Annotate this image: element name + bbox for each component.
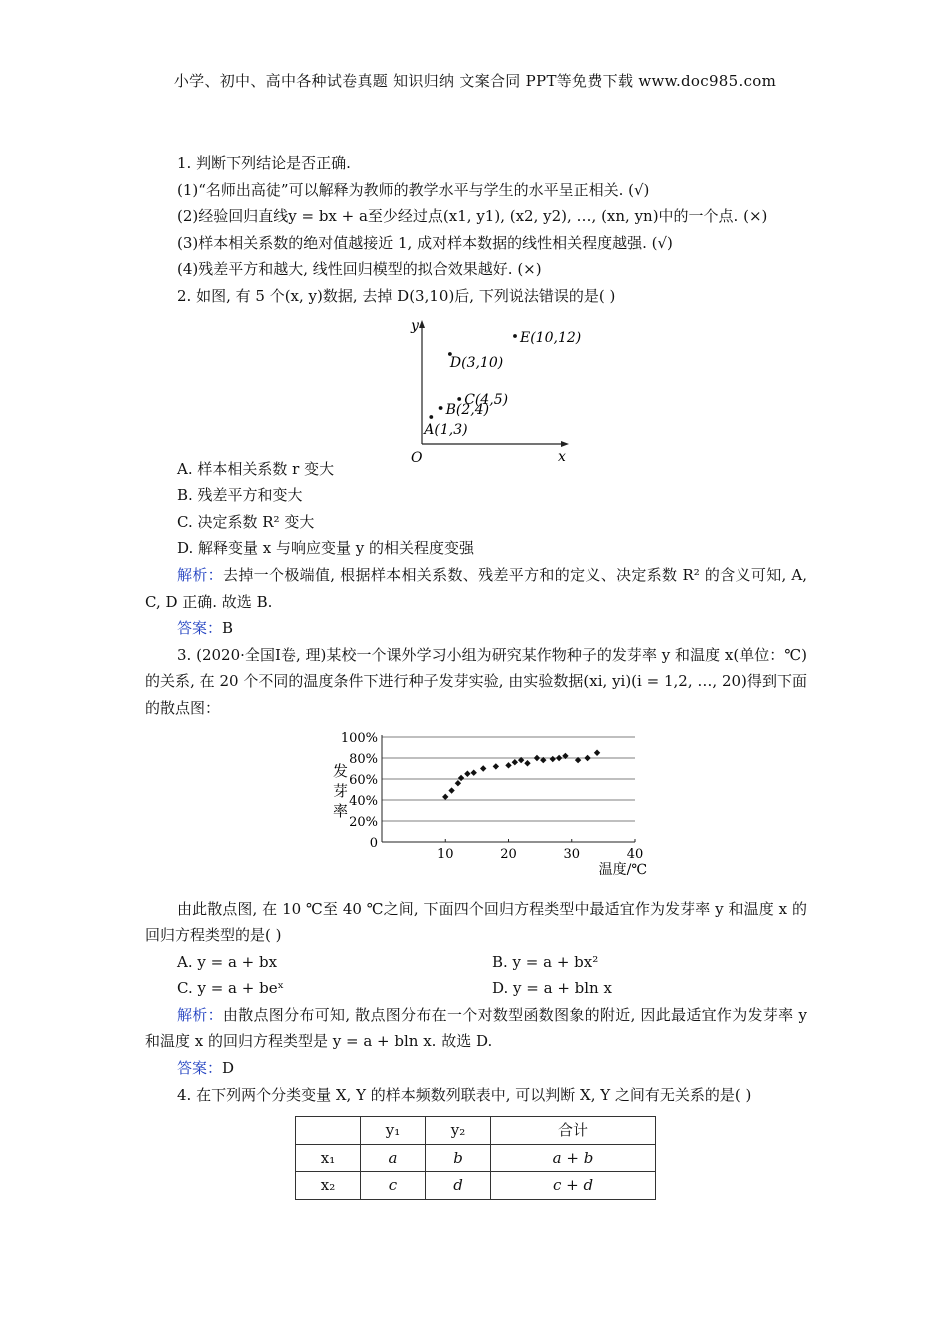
q3-analysis-label: 解析： (177, 1005, 223, 1024)
table-cell: c (361, 1172, 426, 1200)
scatter-point (594, 749, 600, 755)
scatter-point (480, 765, 486, 771)
q3-stem: 3. (2020·全国Ⅰ卷, 理)某校一个课外学习小组为研究某作物种子的发芽率 y 和温度 x(单位：℃)的关系, 在 20 个不同的温度条件下进行种子发芽实验, 由实验数据(xi, yi)(i = 1,2, …, 20)得到下面的散点图： (145, 645, 807, 717)
q1-item-4: (4)残差平方和越大, 线性回归模型的拟合效果越好. (×) (177, 260, 542, 279)
scatter-point (556, 754, 562, 760)
scatter-point (455, 780, 461, 786)
table-cell: c + d (491, 1172, 656, 1200)
scatter-point (457, 397, 461, 401)
table-cell: b (426, 1144, 491, 1172)
q4-stem: 4. 在下列两个分类变量 X, Y 的样本频数列联表中, 可以判断 X, Y 之间有无关系的是( ) (177, 1085, 752, 1104)
origin-label: O (411, 449, 423, 466)
q3-figure (145, 728, 807, 890)
q2-option-d: D. 解释变量 x 与响应变量 y 的相关程度变强 (177, 539, 475, 558)
x-tick-label: 30 (563, 846, 581, 862)
document-body (145, 150, 807, 1200)
q2-answer-value: B (222, 619, 234, 638)
q3-options-row-1 (145, 949, 807, 976)
q2-option-c: C. 决定系数 R² 变大 (177, 512, 315, 531)
x-tick-label: 20 (500, 846, 517, 862)
q2-option-b: B. 残差平方和变大 (177, 486, 303, 505)
table-cell: x₂ (296, 1172, 361, 1200)
scatter-point (464, 770, 470, 776)
point-label: E(10,12) (520, 329, 582, 346)
y-tick-label: 100% (340, 730, 378, 746)
q3-question: 由此散点图, 在 10 ℃至 40 ℃之间, 下面四个回归方程类型中最适宜作为发芽率 y 和温度 x 的回归方程类型的是( ) (145, 899, 807, 945)
y-axis-arrow (419, 320, 425, 328)
scatter-point (458, 774, 464, 780)
q2-coordinate-plot (145, 316, 807, 466)
page-header: 小学、初中、高中各种试卷真题 知识归纳 文案合同 PPT等免费下载 www.doc985.com (173, 72, 777, 90)
q1-stem: 1. 判断下列结论是否正确. (177, 154, 351, 172)
x-axis-arrow (561, 441, 569, 447)
scatter-point (534, 754, 540, 760)
q3-answer-value: D (222, 1059, 235, 1078)
q3-answer-label: 答案： (177, 1059, 223, 1078)
q3-option-c: C. y = a + beˣ (177, 979, 284, 998)
point-label: D(3,10) (449, 354, 504, 371)
q1-item-1: (1)“名师出高徒”可以解释为教师的教学水平与学生的水平呈正相关. (√) (177, 180, 650, 199)
scatter-point (550, 755, 556, 761)
table-cell: d (426, 1172, 491, 1200)
scatter-point (471, 769, 477, 775)
y-axis-label: y (411, 317, 419, 334)
scatter-point (505, 762, 511, 768)
scatter-point (512, 759, 518, 765)
x-tick-label: 40 (626, 846, 644, 862)
q1-item-2: (2)经验回归直线y = bx + a至少经过点(x1, y1), (x2, y2), …, (xn, yn)中的一个点. (×) (177, 207, 768, 226)
q2-stem: 2. 如图, 有 5 个(x, y)数据, 去掉 D(3,10)后, 下列说法错误的是( ) (177, 286, 616, 305)
y-tick-label: 60% (349, 772, 378, 788)
table-row (296, 1172, 656, 1200)
q2-analysis-label: 解析： (177, 565, 223, 584)
q2-answer (145, 615, 807, 642)
q2-figure (145, 316, 807, 466)
y-tick-label: 40% (349, 793, 378, 809)
q3-answer (145, 1055, 807, 1082)
q3-analysis (145, 1002, 807, 1055)
table-cell: a (361, 1144, 426, 1172)
q3-option-d: D. y = a + bln x (492, 979, 612, 998)
q4-contingency-table (295, 1116, 656, 1200)
scatter-point (524, 760, 530, 766)
table-header-cell: y₁ (361, 1117, 426, 1145)
q2-option-a: A. 样本相关系数 r 变大 (177, 459, 335, 478)
point-label: A(1,3) (424, 421, 468, 438)
point-label: B(2,4) (445, 401, 490, 418)
q3-scatter-chart (145, 728, 807, 890)
table-cell: a + b (491, 1144, 656, 1172)
table-row (296, 1144, 656, 1172)
point-label: C(4,5) (464, 391, 509, 408)
q1-item-3: (3)样本相关系数的绝对值越接近 1, 成对样本数据的线性相关程度越强. (√) (177, 233, 673, 252)
table-header-cell (296, 1117, 361, 1145)
q2-points (422, 330, 581, 438)
scatter-point (513, 334, 517, 338)
table-header-cell: 合计 (491, 1117, 656, 1145)
y-axis-label-char: 芽 (333, 781, 349, 800)
x-axis-label: x (558, 448, 566, 465)
scatter-point (439, 406, 443, 410)
x-tick-label: 10 (436, 846, 454, 862)
scatter-point (442, 793, 448, 799)
scatter-point (584, 754, 590, 760)
x-axis-title: 温度/℃ (598, 861, 647, 878)
y-axis-label-char: 率 (333, 801, 349, 820)
y-tick-label: 20% (349, 814, 378, 830)
q2-analysis-text: 去掉一个极端值, 根据样本相关系数、残差平方和的定义、决定系数 R² 的含义可知, A, C, D 正确. 故选 B. (145, 565, 807, 611)
y-tick-label: 0 (369, 835, 378, 851)
y-axis-label-char: 发 (333, 761, 349, 780)
table-header-cell: y₂ (426, 1117, 491, 1145)
q2-answer-label: 答案： (177, 619, 223, 638)
q3-options-row-2 (145, 975, 807, 1002)
q2-analysis (145, 562, 807, 615)
table-cell: x₁ (296, 1144, 361, 1172)
q3-option-a: A. y = a + bx (177, 952, 278, 971)
table-header-row (296, 1117, 656, 1145)
y-tick-label: 80% (349, 751, 378, 767)
q3-analysis-text: 由散点图分布可知, 散点图分布在一个对数型函数图象的附近, 因此最适宜作为发芽率 y 和温度 x 的回归方程类型是 y = a + bln x. 故选 D. (145, 1005, 807, 1051)
scatter-point (493, 763, 499, 769)
scatter-point (429, 415, 433, 419)
scatter-point (448, 787, 454, 793)
q3-option-b: B. y = a + bx² (492, 952, 599, 971)
